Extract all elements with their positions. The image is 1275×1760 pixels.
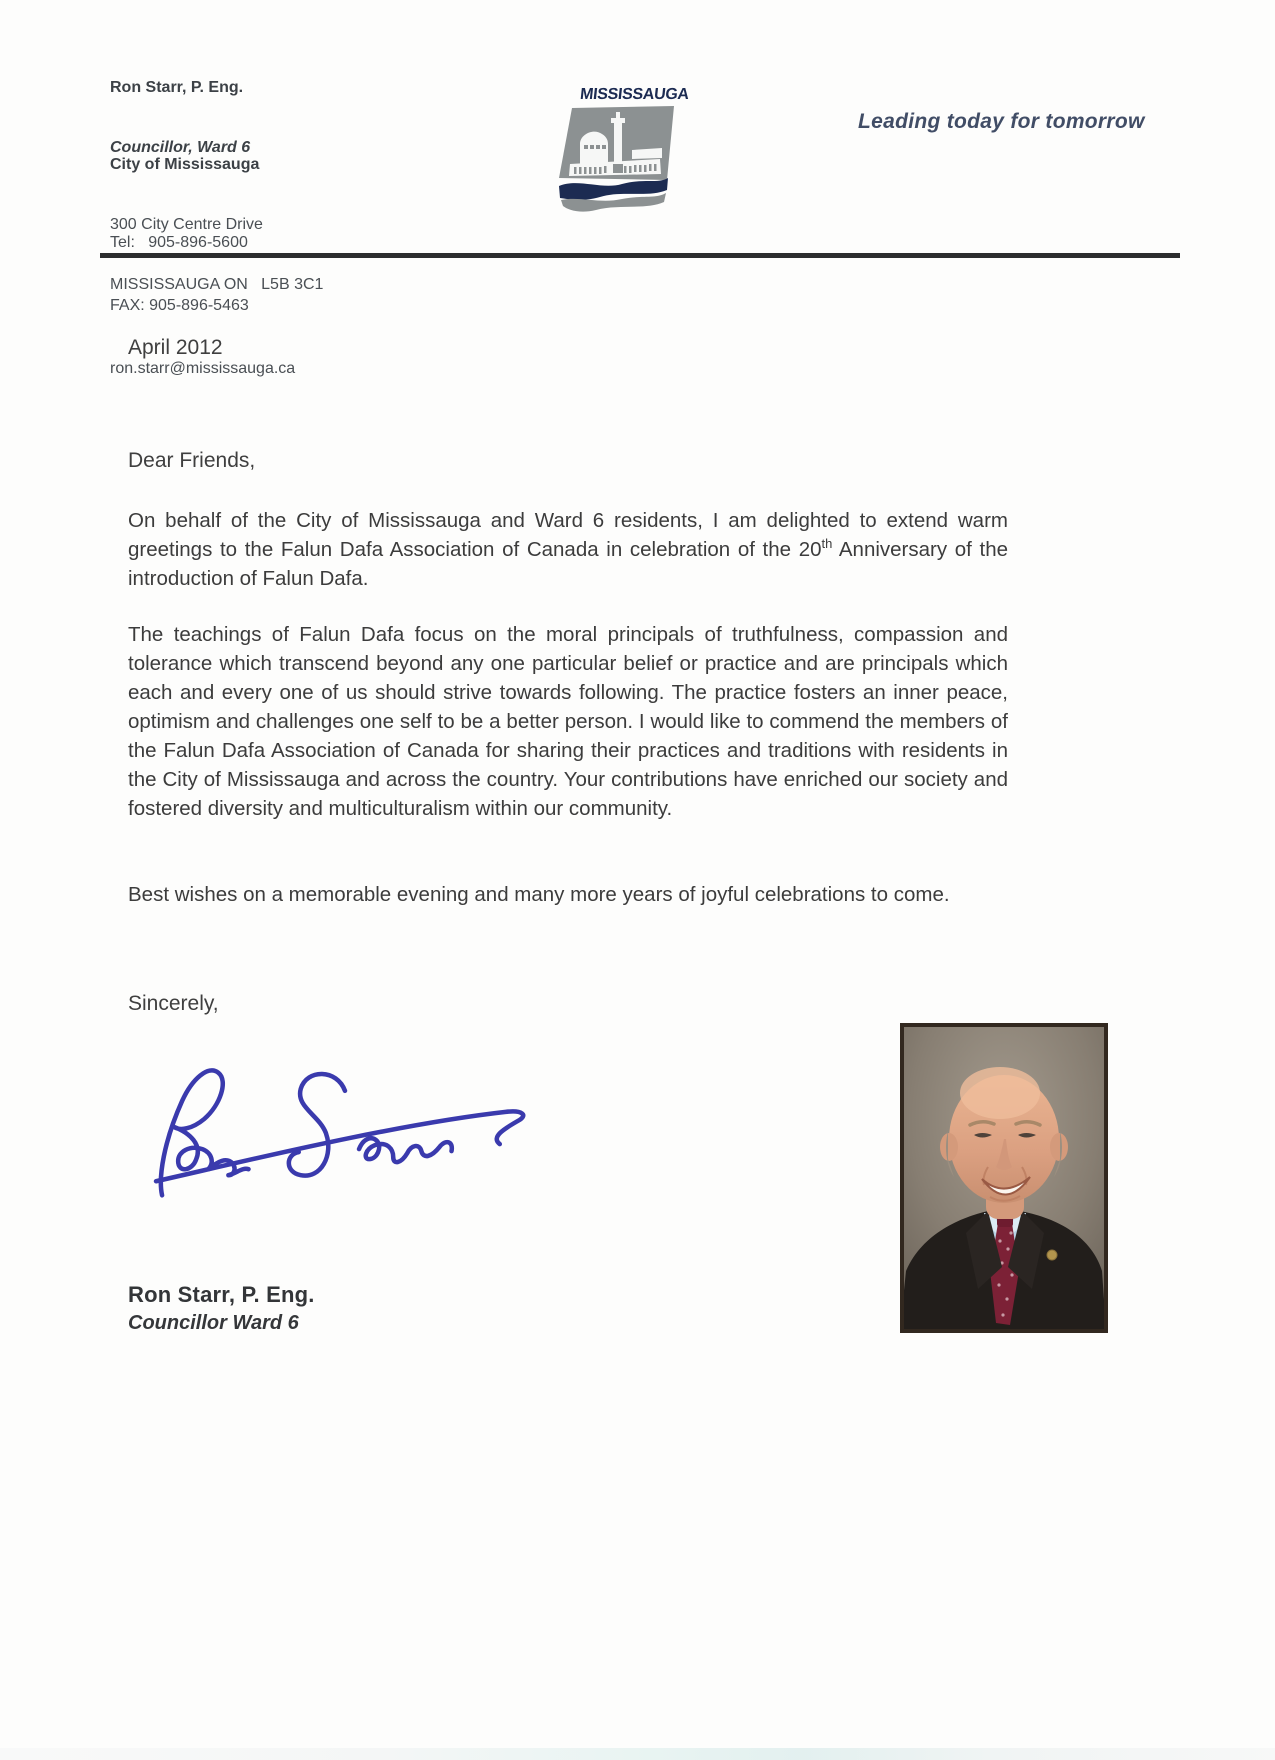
paragraph-3: Best wishes on a memorable evening and many more years of joyful celebrations to come. xyxy=(128,883,950,906)
letter-date: April 2012 xyxy=(128,336,223,359)
fax-number: FAX: 905-896-5463 xyxy=(110,297,249,314)
address-line-1: 300 City Centre Drive xyxy=(110,216,263,233)
sender-name: Ron Starr, P. Eng. xyxy=(110,79,244,96)
paragraph-1 xyxy=(128,506,1008,593)
paragraph-1-text: On behalf of the City of Mississauga and Ward 6 residents, I am delighted to extend warm greetings to the Falun Dafa Association of Canada in celebration of the 20 xyxy=(128,509,1008,561)
city-tagline: Leading today for tomorrow xyxy=(858,110,1145,133)
signer-title: Councillor Ward 6 xyxy=(128,1312,299,1334)
salutation: Dear Friends, xyxy=(128,449,256,472)
city-hall-icon xyxy=(558,106,680,212)
mississauga-logo-wordmark: MISSISSAUGA xyxy=(579,86,690,103)
portrait-illustration xyxy=(904,1027,1104,1329)
address-line-2: MISSISSAUGA ON L5B 3C1 xyxy=(110,276,324,293)
paragraph-1-text-end: Anniversary of the introduction of Falun Dafa. xyxy=(128,538,1008,590)
contact-block xyxy=(110,190,295,421)
portrait-photo xyxy=(900,1023,1108,1333)
closing: Sincerely, xyxy=(128,992,219,1015)
header-rule xyxy=(100,253,1180,258)
sender-title: Councillor, Ward 6 xyxy=(110,139,251,156)
phone-number: Tel: 905-896-5600 xyxy=(110,234,248,251)
signer-name: Ron Starr, P. Eng. xyxy=(128,1282,315,1307)
scan-artifact-strip xyxy=(0,1748,1275,1760)
paragraph-2: The teachings of Falun Dafa focus on the moral principals of truthfulness, compassion and tolerance which transcend beyond any one particular belief or practice and are principals which each and every one of us should strive towards following. The practice fosters an inner peace, optimism and challenges one self to be a better person. I would like to commend the members of the Falun Dafa Association of Canada for sharing their practices and traditions with residents in the City of Mississauga and across the country. Your contributions have enriched our society and fostered diversity and multiculturalism within our community. xyxy=(128,623,1008,820)
signature-block xyxy=(128,1282,315,1335)
ordinal-superscript: th xyxy=(821,536,833,552)
handwritten-signature xyxy=(148,1056,550,1208)
mississauga-logo xyxy=(558,86,693,217)
email-address: ron.starr@mississauga.ca xyxy=(110,360,296,377)
org-name: City of Mississauga xyxy=(110,156,260,173)
